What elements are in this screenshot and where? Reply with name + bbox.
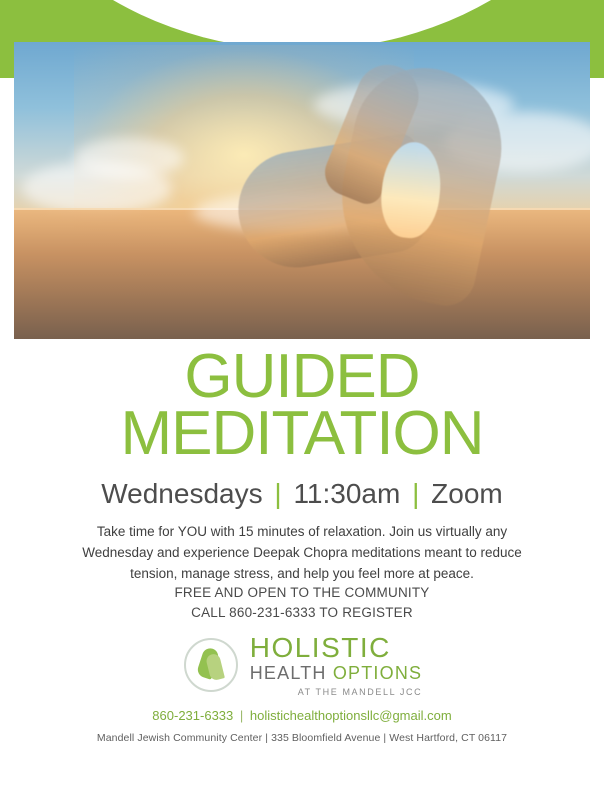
schedule-platform: Zoom	[431, 478, 503, 509]
headline-line-2: MEDITATION	[120, 399, 484, 469]
meditation-hands-silhouette	[224, 50, 524, 339]
logo-text	[250, 634, 423, 697]
contact-separator: |	[239, 708, 244, 723]
body-copy: Take time for YOU with 15 minutes of relaxation. Join us virtually any Wednesday and experience Deepak Chopra meditations meant to reduce tension, manage stress, and help you feel more at peace.	[82, 524, 522, 581]
page-title	[0, 342, 604, 469]
logo-line-2-options: OPTIONS	[332, 663, 423, 683]
schedule-separator-2: |	[412, 478, 420, 509]
cloud	[22, 162, 172, 214]
logo-line-1: HOLISTIC	[249, 632, 391, 663]
schedule-separator-1: |	[274, 478, 282, 509]
contact-line	[0, 708, 604, 723]
cta-line-1: FREE AND OPEN TO THE COMMUNITY	[174, 585, 430, 600]
address-line: Mandell Jewish Community Center | 335 Bloomfield Avenue | West Hartford, CT 06117	[96, 732, 508, 744]
schedule-day: Wednesdays	[101, 478, 263, 509]
logo-line-3: AT THE MANDELL JCC	[297, 686, 423, 697]
schedule-time: 11:30am	[293, 478, 401, 509]
leaf-circle-icon	[182, 636, 240, 694]
contact-phone[interactable]: 860-231-6333	[152, 708, 234, 723]
logo	[0, 634, 604, 697]
call-to-action	[0, 583, 604, 622]
contact-email[interactable]: holistichealthoptionsllc@gmail.com	[249, 708, 452, 723]
logo-line-2-health: HEALTH	[249, 663, 333, 683]
cta-line-2: CALL 860-231-6333 TO REGISTER	[191, 604, 413, 620]
logo-line-2	[250, 662, 423, 685]
hero-image	[14, 42, 590, 339]
schedule-subhead	[0, 478, 604, 510]
headline-line-1: GUIDED	[184, 342, 420, 411]
